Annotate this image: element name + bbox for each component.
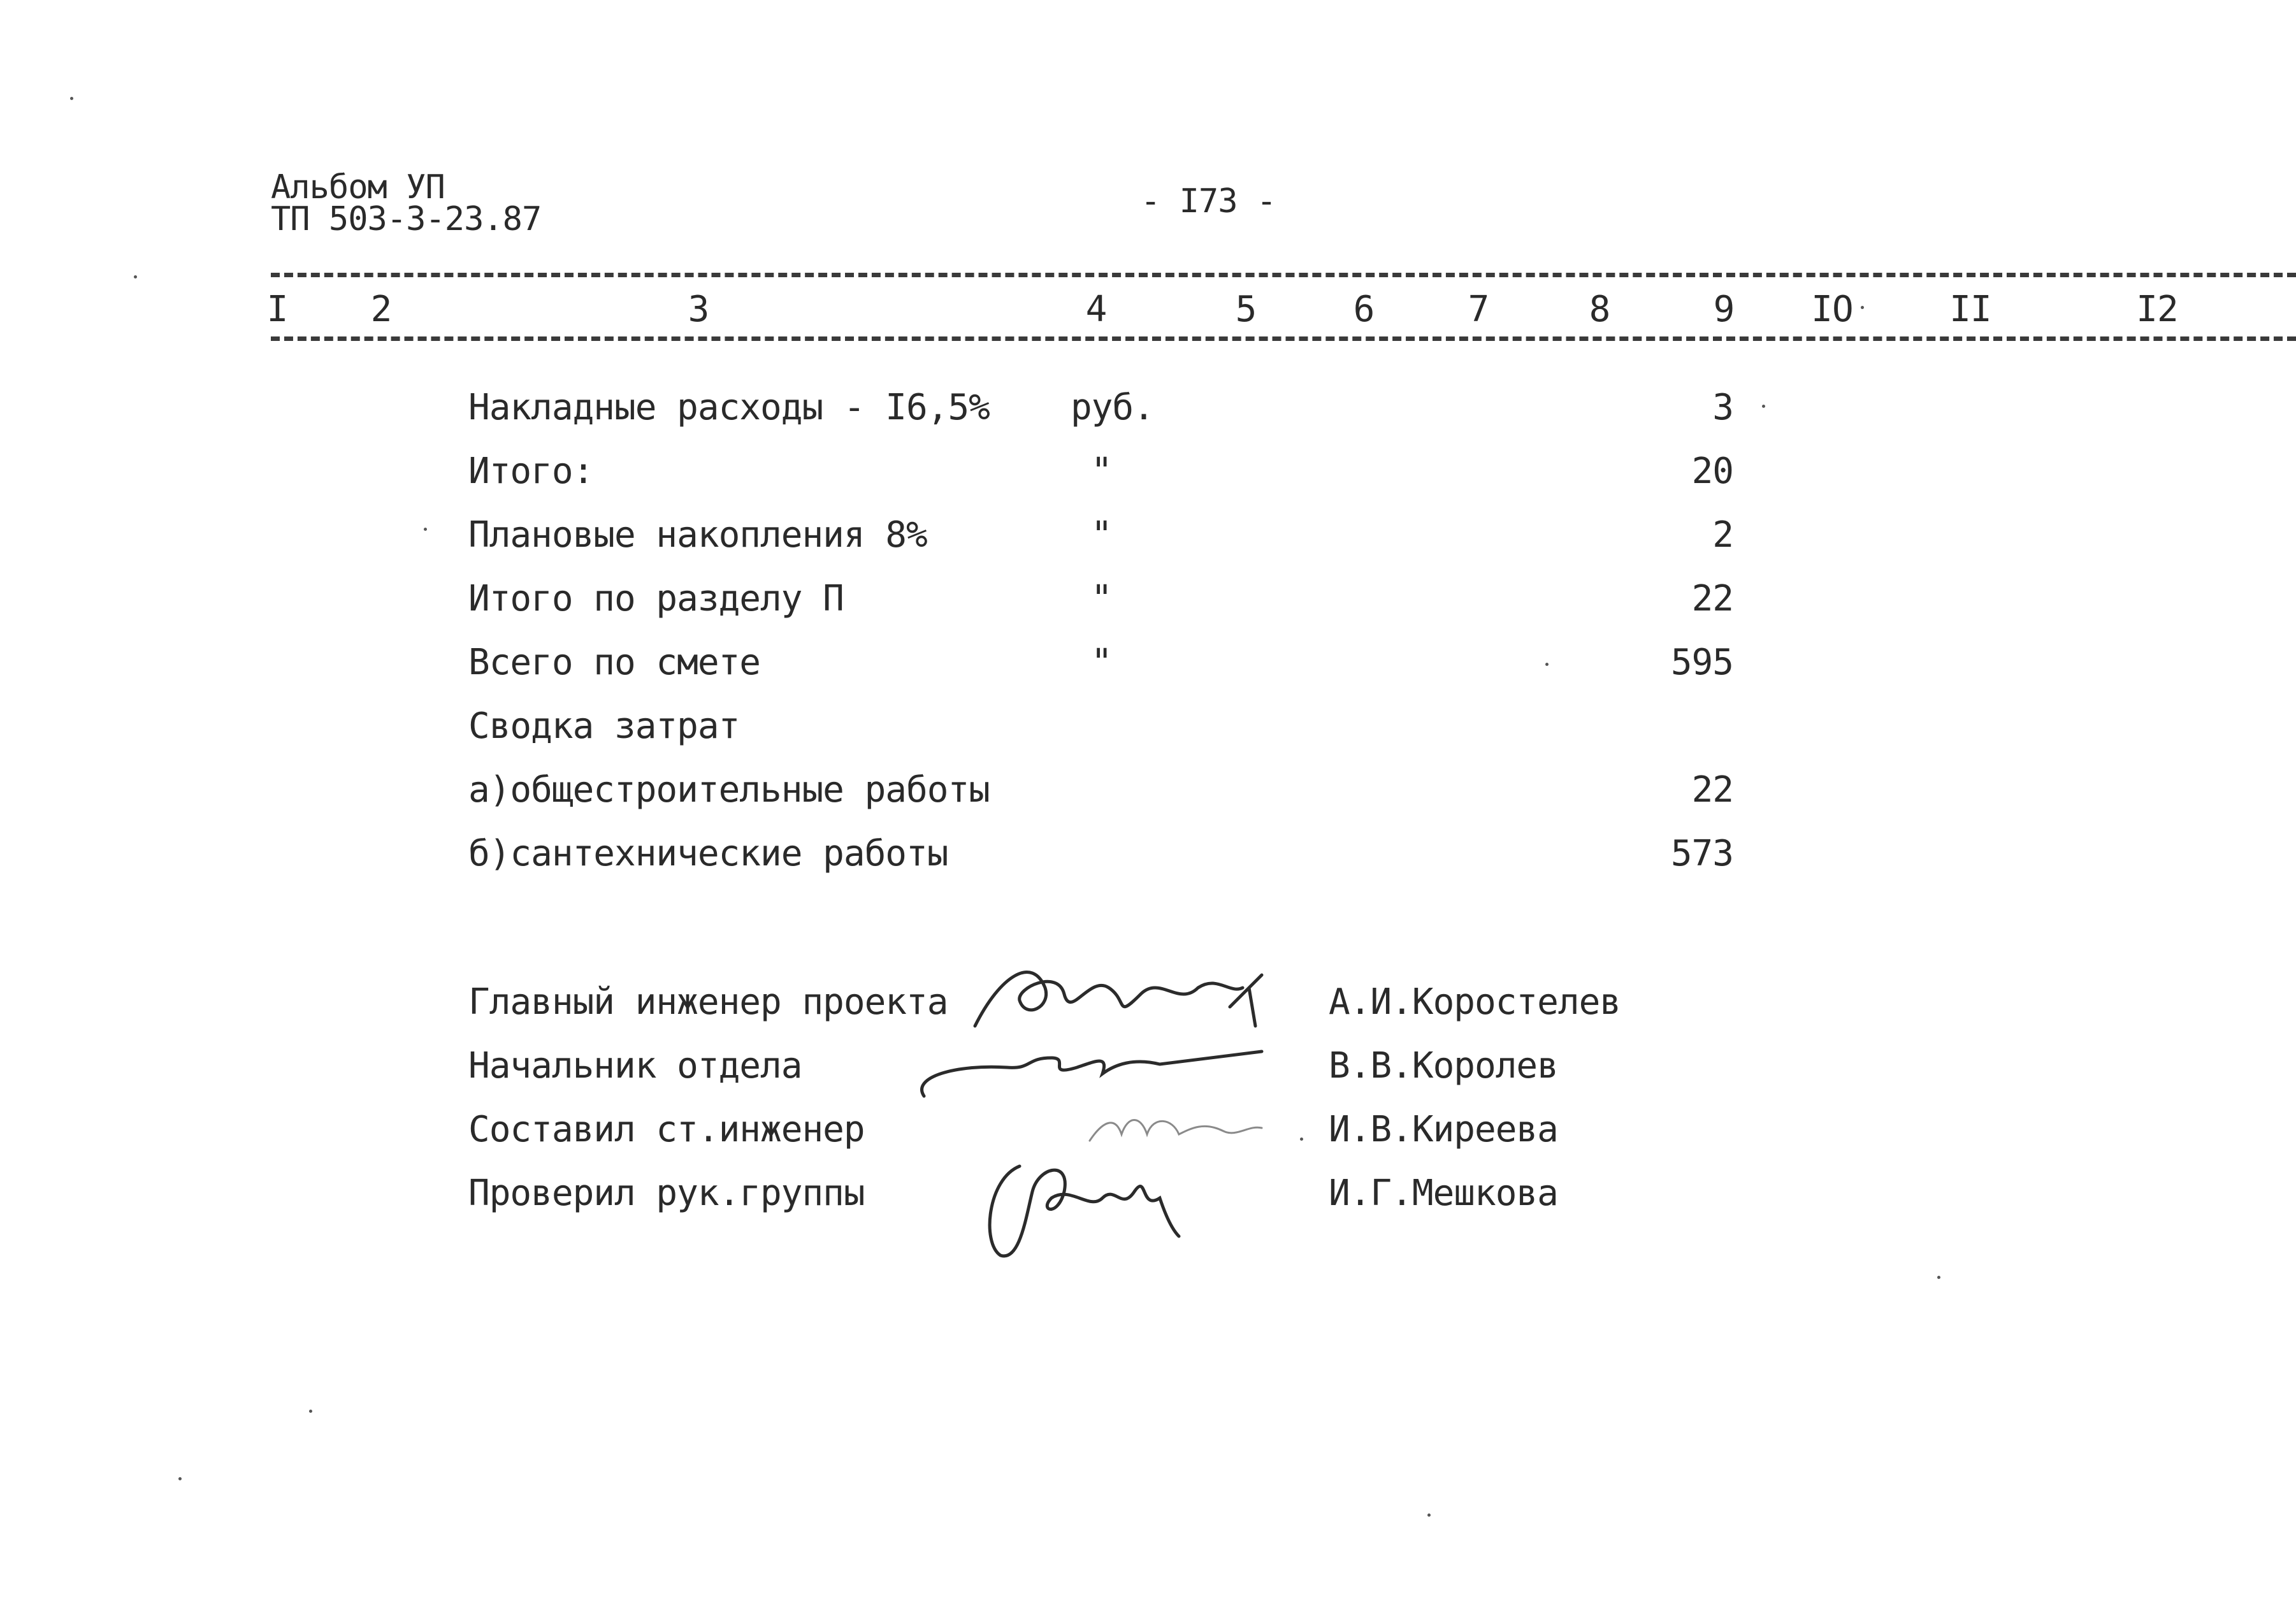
section-heading: Сводка затрат [468, 705, 740, 747]
row-unit: " [1091, 514, 1112, 556]
column-header: I2 [2136, 289, 2178, 330]
signature-scribble-group-head [975, 1141, 1204, 1268]
scan-speck [178, 1477, 182, 1480]
signer-role: Проверил рук.группы [468, 1173, 865, 1214]
row-name: Всего по смете [468, 642, 761, 683]
scan-speck [1861, 306, 1864, 309]
row-name: а)общестроительные работы [468, 769, 990, 811]
signer-role: Составил ст.инженер [468, 1109, 865, 1150]
scan-speck [1762, 405, 1765, 408]
row-unit: руб. [1071, 387, 1154, 428]
column-header: 9 [1713, 289, 1735, 330]
row-value: 573 [1670, 833, 1733, 874]
signature-scribble-department-head [905, 1039, 1274, 1109]
column-header: II [1949, 289, 1991, 330]
row-name: Итого: [468, 451, 594, 492]
row-value: 3 [1712, 387, 1733, 428]
signer-name: И.Г.Мешкова [1329, 1173, 1558, 1214]
row-name: Накладные расходы - I6,5% [468, 387, 990, 428]
scan-speck [1427, 1513, 1431, 1517]
column-header: 5 [1235, 289, 1257, 330]
signer-role: Главный инженер проекта [468, 981, 948, 1023]
row-name: б)сантехнические работы [468, 833, 948, 874]
scan-speck [70, 97, 73, 100]
scan-speck [1545, 663, 1549, 666]
row-unit: " [1091, 451, 1112, 492]
header-top-rule [271, 273, 2296, 277]
row-name: Плановые накопления 8% [468, 514, 927, 556]
column-header: 8 [1589, 289, 1610, 330]
signer-role: Начальник отдела [468, 1045, 802, 1087]
scan-speck [309, 1410, 312, 1413]
signer-name: И.В.Киреева [1329, 1109, 1558, 1150]
row-value: 2 [1712, 514, 1733, 556]
column-header: IO [1811, 289, 1853, 330]
column-header: 6 [1353, 289, 1375, 330]
row-name: Итого по разделу П [468, 578, 844, 619]
column-header: 2 [370, 289, 392, 330]
row-unit: " [1091, 578, 1112, 619]
header-bottom-rule [271, 336, 2296, 341]
scan-speck [424, 528, 427, 531]
scan-speck [134, 275, 137, 278]
column-header: 3 [688, 289, 709, 330]
page-number: - I73 - [1141, 182, 1276, 220]
scan-speck [1300, 1138, 1303, 1141]
row-value: 20 [1691, 451, 1733, 492]
scan-speck [1937, 1276, 1940, 1279]
signature-scribble-chief-engineer [962, 950, 1294, 1045]
row-unit: " [1091, 642, 1112, 683]
column-header: 7 [1468, 289, 1489, 330]
signer-name: А.И.Коростелев [1329, 981, 1621, 1023]
row-value: 22 [1691, 769, 1733, 811]
project-code: ТП 503-3-23.87 [271, 200, 542, 238]
album-label: Альбом УП [271, 168, 445, 206]
signer-name: В.В.Королев [1329, 1045, 1558, 1087]
column-header: I [266, 289, 288, 330]
row-value: 595 [1670, 642, 1733, 683]
row-value: 22 [1691, 578, 1733, 619]
column-header: 4 [1085, 289, 1107, 330]
